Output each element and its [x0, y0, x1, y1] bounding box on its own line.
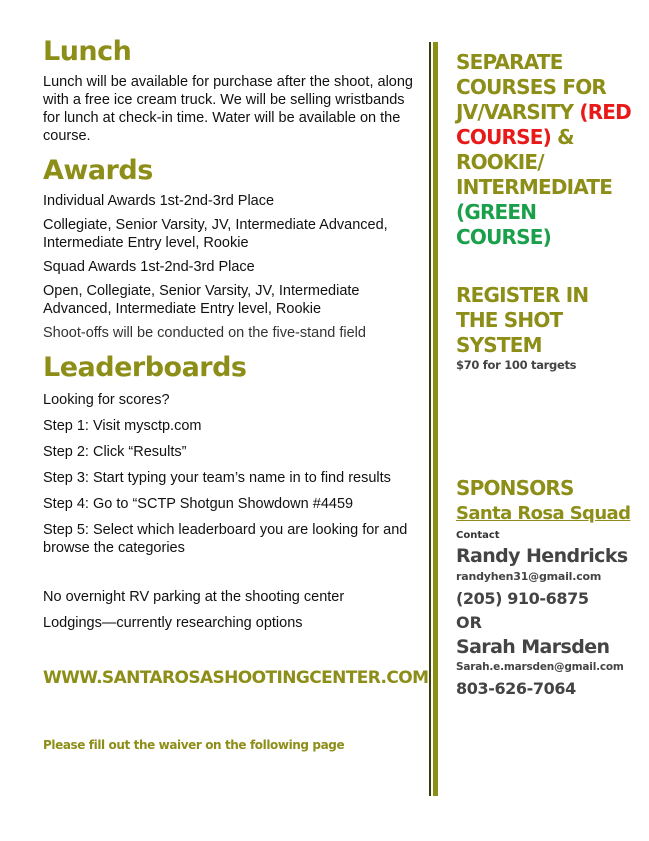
leaderboards-line: Step 5: Select which leaderboard you are looking for and browse the categories: [43, 522, 408, 556]
contact-phone: 803-626-7064: [456, 679, 576, 698]
awards-line: Shoot-offs will be conducted on the five-stand field: [43, 325, 366, 341]
contact-name: Randy Hendricks: [456, 545, 628, 567]
lodging-note: Lodgings—currently researching options: [43, 615, 303, 631]
rv-note: No overnight RV parking at the shooting center: [43, 589, 345, 605]
contact-label: Contact: [456, 530, 500, 541]
sidebar: [456, 50, 636, 698]
column-divider-dark: [429, 42, 431, 796]
awards-line: Open, Collegiate, Senior Varsity, JV, Intermediate Advanced, Intermediate Entry level, Rookie: [43, 283, 360, 317]
lunch-heading: Lunch: [43, 36, 132, 67]
awards-heading: Awards: [43, 155, 153, 186]
leaderboards-line: Step 3: Start typing your team’s name in to find results: [43, 470, 391, 486]
website-url: WWW.SANTAROSASHOOTINGCENTER.COM: [43, 668, 429, 688]
courses-text-2: ROOKIE/ INTERMEDIATE: [456, 150, 613, 199]
main-column: [43, 30, 429, 752]
waiver-note: Please fill out the waiver on the following page: [43, 738, 345, 752]
leaderboards-line: Step 1: Visit mysctp.com: [43, 418, 202, 434]
awards-line: Individual Awards 1st-2nd-3rd Place: [43, 193, 275, 209]
awards-section: [43, 155, 423, 342]
courses-heading: [456, 50, 636, 250]
sponsor-squad: Santa Rosa Squad: [456, 503, 631, 524]
sponsors-heading: SPONSORS: [456, 476, 574, 500]
leaderboards-heading: Leaderboards: [43, 352, 247, 383]
contact-name: Sarah Marsden: [456, 636, 610, 658]
column-divider-gold: [433, 42, 438, 796]
price-text: $70 for 100 targets: [456, 358, 577, 372]
awards-line: Squad Awards 1st-2nd-3rd Place: [43, 259, 255, 275]
leaderboards-line: Step 2: Click “Results”: [43, 444, 187, 460]
courses-text-1: SEPARATE COURSES FOR JV/VARSITY: [456, 50, 607, 124]
contact-email: Sarah.e.marsden@gmail.com: [456, 661, 624, 673]
green-course-label: (GREEN COURSE): [456, 200, 551, 249]
lunch-section: [43, 36, 423, 145]
leaderboards-line: Looking for scores?: [43, 392, 170, 408]
awards-line: Collegiate, Senior Varsity, JV, Intermediate Advanced, Intermediate Entry level, Rookie: [43, 217, 388, 251]
contact-phone: (205) 910-6875: [456, 589, 589, 608]
or-separator: OR: [456, 613, 482, 632]
red-course-label: (RED COURSE): [456, 100, 631, 149]
leaderboards-section: [43, 352, 423, 557]
contact-email: randyhen31@gmail.com: [456, 570, 602, 583]
lunch-text: Lunch will be available for purchase after the shoot, along with a free ice cream truck. We will be selling wristbands for lunch at check-in time. Water will be available on the course.: [43, 74, 413, 144]
leaderboards-line: Step 4: Go to “SCTP Shotgun Showdown #4459: [43, 496, 354, 512]
courses-amp: &: [550, 125, 574, 149]
misc-notes: [43, 588, 423, 632]
register-heading: REGISTER IN THE SHOT SYSTEM: [456, 283, 589, 357]
